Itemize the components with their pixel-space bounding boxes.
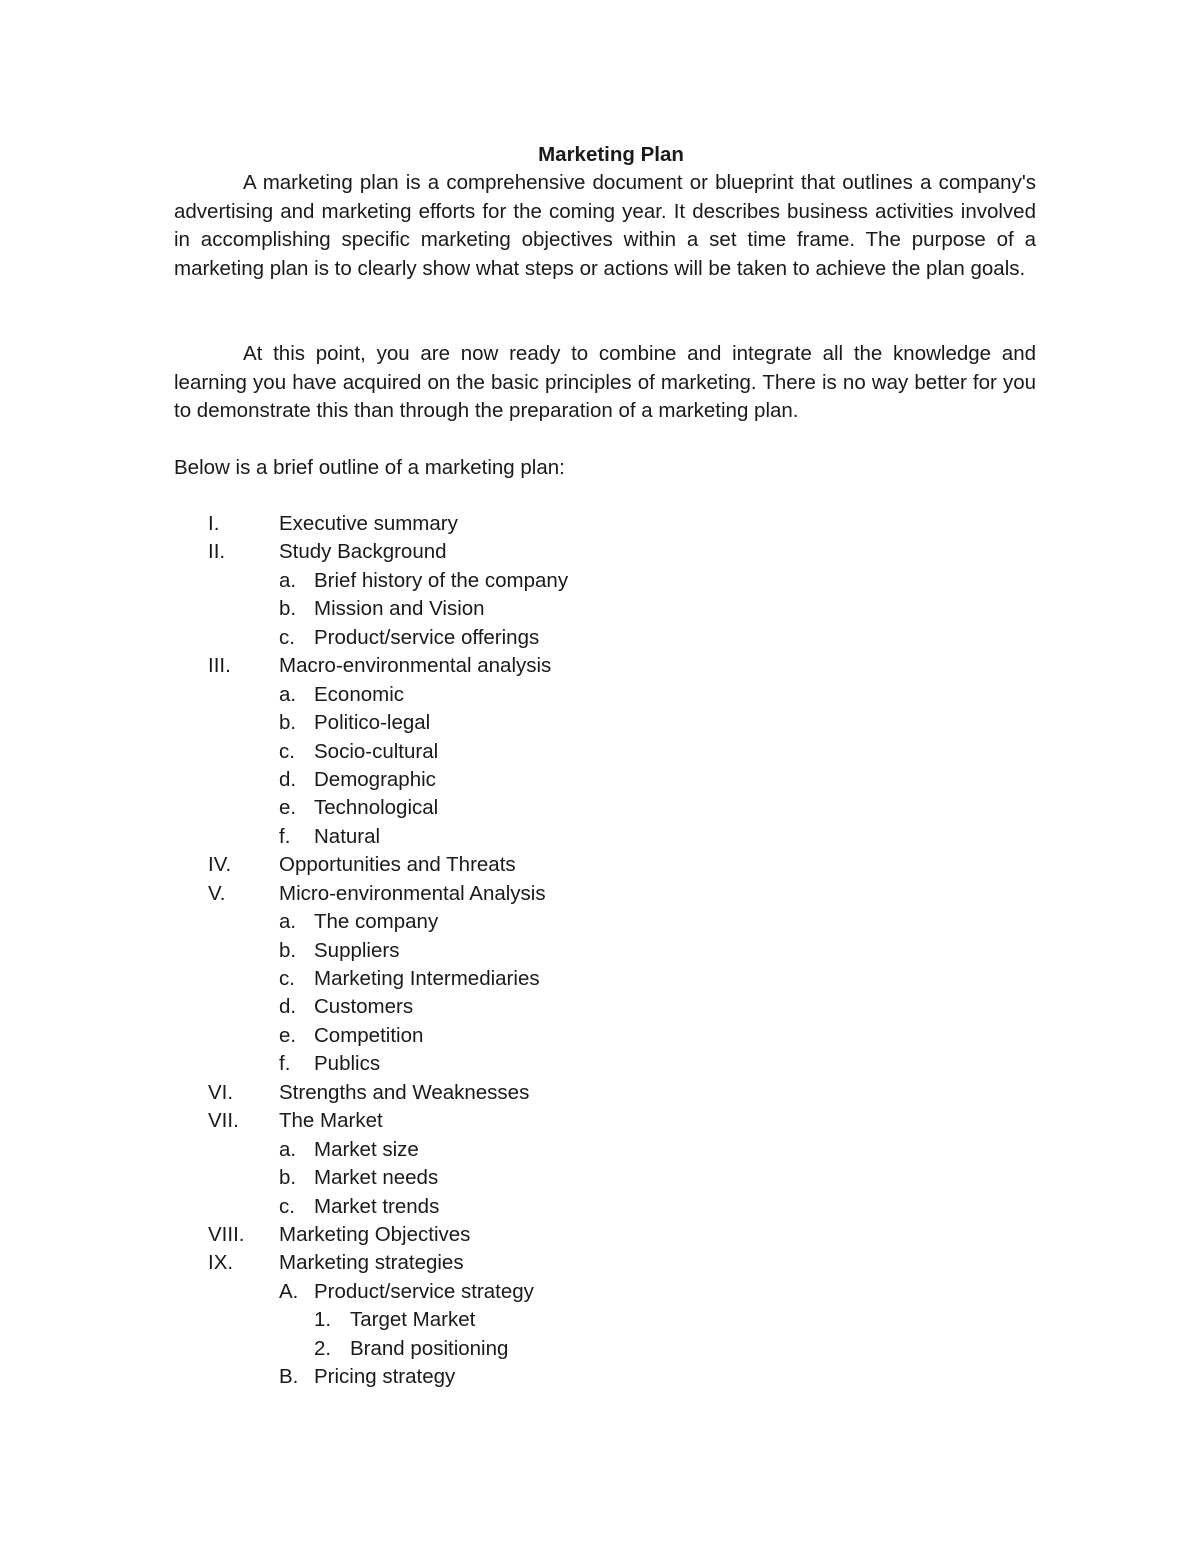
outline-item-label: Demographic [314,767,436,791]
outline-item [0,937,1200,965]
outline-item-marker: IV. [208,853,232,877]
outline-item [0,1335,1200,1363]
outline-item-marker: VII. [208,1109,239,1133]
outline-item [0,766,1200,794]
outline-item-label: Natural [314,824,381,848]
outline-item [0,510,1200,538]
outline-item-marker: b. [279,597,297,621]
outline-item [0,738,1200,766]
outline-item-marker: a. [279,682,297,706]
outline-item-label: Executive summary [279,512,458,535]
outline-item-marker: b. [279,938,297,962]
outline-item [0,1050,1200,1078]
outline-item-marker: VIII. [208,1222,245,1246]
outline-item-marker: I. [208,512,220,535]
outline-item-label: Publics [314,1052,381,1076]
outline-item [0,624,1200,652]
outline-item [0,595,1200,623]
paragraph-definition [174,169,1036,283]
outline-item [0,1022,1200,1050]
outline-item-marker: d. [279,995,297,1019]
outline-item-marker: e. [279,1023,297,1047]
outline-item [0,965,1200,993]
outline-item-label: The company [314,910,439,934]
outline-item-label: Technological [314,796,439,820]
outline-item [0,1363,1200,1391]
outline-item [0,567,1200,595]
outline-item-marker: B. [279,1365,299,1389]
outline-item-label: Market needs [314,1166,439,1190]
outline-item [0,709,1200,737]
outline-item-marker: IX. [208,1251,234,1275]
outline-item-marker: III. [208,654,231,678]
outline-item-marker: c. [279,739,295,763]
outline-item-label: Product/service offerings [314,625,540,649]
outline-item [0,652,1200,680]
page-title: Marketing Plan [538,143,684,166]
outline-item-marker: b. [279,1166,297,1190]
outline-item [0,823,1200,851]
outline-item [0,880,1200,908]
outline-item-label: Marketing Objectives [279,1222,471,1246]
outline-item [0,1107,1200,1135]
outline-item [0,1278,1200,1306]
outline-item [0,1079,1200,1107]
outline-item-marker: a. [279,1137,297,1161]
outline-item-marker: d. [279,767,297,791]
outline-item [0,993,1200,1021]
outline-item-marker: b. [279,711,297,735]
outline-item-marker: a. [279,910,297,934]
outline-list [0,510,1200,1392]
outline-item [0,851,1200,879]
outline-item-label: Brand positioning [350,1336,509,1360]
outline-item-label: Marketing Intermediaries [314,967,540,990]
outline-item-marker: c. [279,967,295,990]
outline-item-label: Study Background [279,540,447,564]
outline-item [0,1136,1200,1164]
outline-item-label: Market trends [314,1194,440,1218]
outline-item [0,908,1200,936]
outline-item-marker: c. [279,1194,295,1218]
outline-item-marker: II. [208,540,226,564]
outline-item-label: Product/service strategy [314,1279,534,1303]
outline-item-marker: VI. [208,1080,234,1104]
outline-item-label: Micro-environmental Analysis [279,881,546,905]
paragraph-text: At this point, you are now ready to combine and integrate all the knowledge and learning you have acquired on the basic principles of marketing. There is no way better for you to demonstrate this than through the preparation of a marketing plan. [174,342,1036,423]
outline-item [0,1164,1200,1192]
outline-item-marker: 2. [314,1336,332,1360]
outline-item [0,1306,1200,1334]
outline-item [0,794,1200,822]
outline-item-label: Target Market [350,1308,476,1332]
outline-intro: Below is a brief outline of a marketing plan: [174,456,565,479]
outline-item [0,1193,1200,1221]
outline-item-label: Competition [314,1023,424,1047]
outline-item-label: Mission and Vision [314,597,485,621]
outline-item-marker: a. [279,568,297,592]
outline-item-marker: f. [279,824,291,848]
outline-item-label: Marketing strategies [279,1251,464,1275]
outline-item-marker: 1. [314,1308,332,1332]
outline-item-label: Brief history of the company [314,568,569,592]
outline-item [0,1221,1200,1249]
outline-item-label: Pricing strategy [314,1365,456,1389]
outline-item-label: Suppliers [314,938,400,962]
outline-item-marker: e. [279,796,297,820]
outline-item-label: Strengths and Weaknesses [279,1080,530,1104]
outline-item-marker: c. [279,625,295,649]
outline-item-marker: V. [208,881,226,905]
outline-item-label: Opportunities and Threats [279,853,516,877]
outline-item-label: Customers [314,995,414,1019]
paragraph-instruction [174,340,1036,426]
outline-item-label: The Market [279,1109,383,1133]
outline-item [0,1249,1200,1277]
paragraph-text: A marketing plan is a comprehensive document or blueprint that outlines a company's advertising and marketing efforts for the coming year. It describes business activities involved in accomplishing specific marketing objectives within a set time frame. The purpose of a marketing plan is to clearly show what steps or actions will be taken to achieve the plan goals. [174,171,1036,280]
outline-item-label: Market size [314,1137,419,1161]
outline-item-label: Socio-cultural [314,739,439,763]
outline-item [0,538,1200,566]
outline-item-label: Economic [314,682,405,706]
outline-item [0,681,1200,709]
outline-item-marker: A. [279,1279,299,1303]
outline-item-marker: f. [279,1052,291,1076]
outline-item-label: Politico-legal [314,711,431,735]
outline-item-label: Macro-environmental analysis [279,654,552,678]
